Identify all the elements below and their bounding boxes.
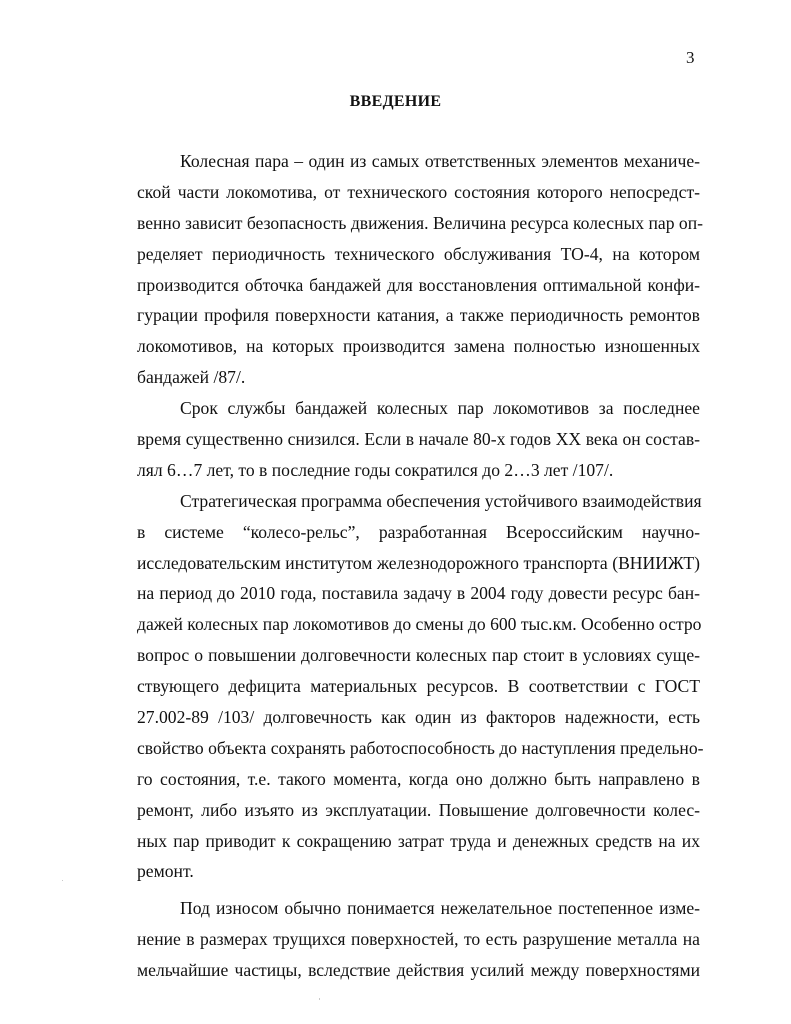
text-line: ствующего дефицита материальных ресурсов. В соответствии с ГОСТ <box>137 676 700 697</box>
text-line: го состояния, т.е. такого момента, когда оно должно быть направлено в <box>137 768 700 789</box>
text-line: ской части локомотива, от технического состояния которого непосредст- <box>137 181 700 202</box>
text-line: в системе “колесо-рельс”, разработанная Всероссийским научно- <box>137 521 700 542</box>
text-line: ремонт. <box>137 861 194 882</box>
text-line: время существенно снизился. Если в начале 80-х годов XX века он состав- <box>137 429 700 450</box>
text-line: на период до 2010 года, поставила задачу в 2004 году довести ресурс бан- <box>137 583 700 604</box>
text-line: Колесная пара – один из самых ответственных элементов механиче- <box>180 151 700 171</box>
text-line: венно зависит безопасность движения. Величина ресурса колесных пар оп- <box>137 212 703 233</box>
text-line: ремонт, либо изъято из эксплуатации. Повышение долговечности колес- <box>137 799 700 820</box>
section-heading: ВВЕДЕНИЕ <box>349 93 442 110</box>
text-line: бандажей /87/. <box>137 367 246 388</box>
text-line: свойство объекта сохранять работоспособность до наступления предельно- <box>137 737 704 758</box>
text-line: лял 6…7 лет, то в последние годы сократился до 2…3 лет /107/. <box>137 459 614 480</box>
text-line: локомотивов, на которых производится замена полностью изношенных <box>137 336 700 357</box>
text-line: Стратегическая программа обеспечения устойчивого взаимодействия <box>180 490 702 511</box>
text-line: 27.002-89 /103/ долговечность как один из факторов надежности, есть <box>137 707 700 728</box>
text-line: Срок службы бандажей колесных пар локомотивов за последнее <box>180 398 700 419</box>
text-line: ных пар приводит к сокращению затрат труда и денежных средств на их <box>137 830 700 851</box>
paragraph <box>137 893 700 986</box>
text-line: ределяет периодичность технического обслуживания ТО-4, на котором <box>137 243 700 264</box>
text-line: вопрос о повышении долговечности колесных пар стоит в условиях суще- <box>137 645 700 666</box>
text-line: мельчайшие частицы, вследствие действия усилий между поверхностями <box>137 960 700 981</box>
text-line: производится обточка бандажей для восстановления оптимальной конфи- <box>137 274 700 295</box>
scan-speck <box>62 880 63 881</box>
paragraph <box>137 393 700 486</box>
scan-speck <box>319 998 320 1000</box>
paragraph <box>137 486 704 888</box>
text-line: дажей колесных пар локомотивов до смены до 600 тыс.км. Особенно остро <box>137 614 702 635</box>
body-text <box>137 146 704 986</box>
text-line: гурации профиля поверхности катания, а также периодичность ремонтов <box>137 305 700 326</box>
text-line: Под износом обычно понимается нежелательное постепенное изме- <box>180 898 700 919</box>
text-line: исследовательским институтом железнодорожного транспорта (ВНИИЖТ) <box>137 552 700 573</box>
text-line: нение в размерах трущихся поверхностей, то есть разрушение металла на <box>137 929 700 950</box>
paragraph <box>137 146 703 393</box>
page-number: 3 <box>686 48 695 67</box>
